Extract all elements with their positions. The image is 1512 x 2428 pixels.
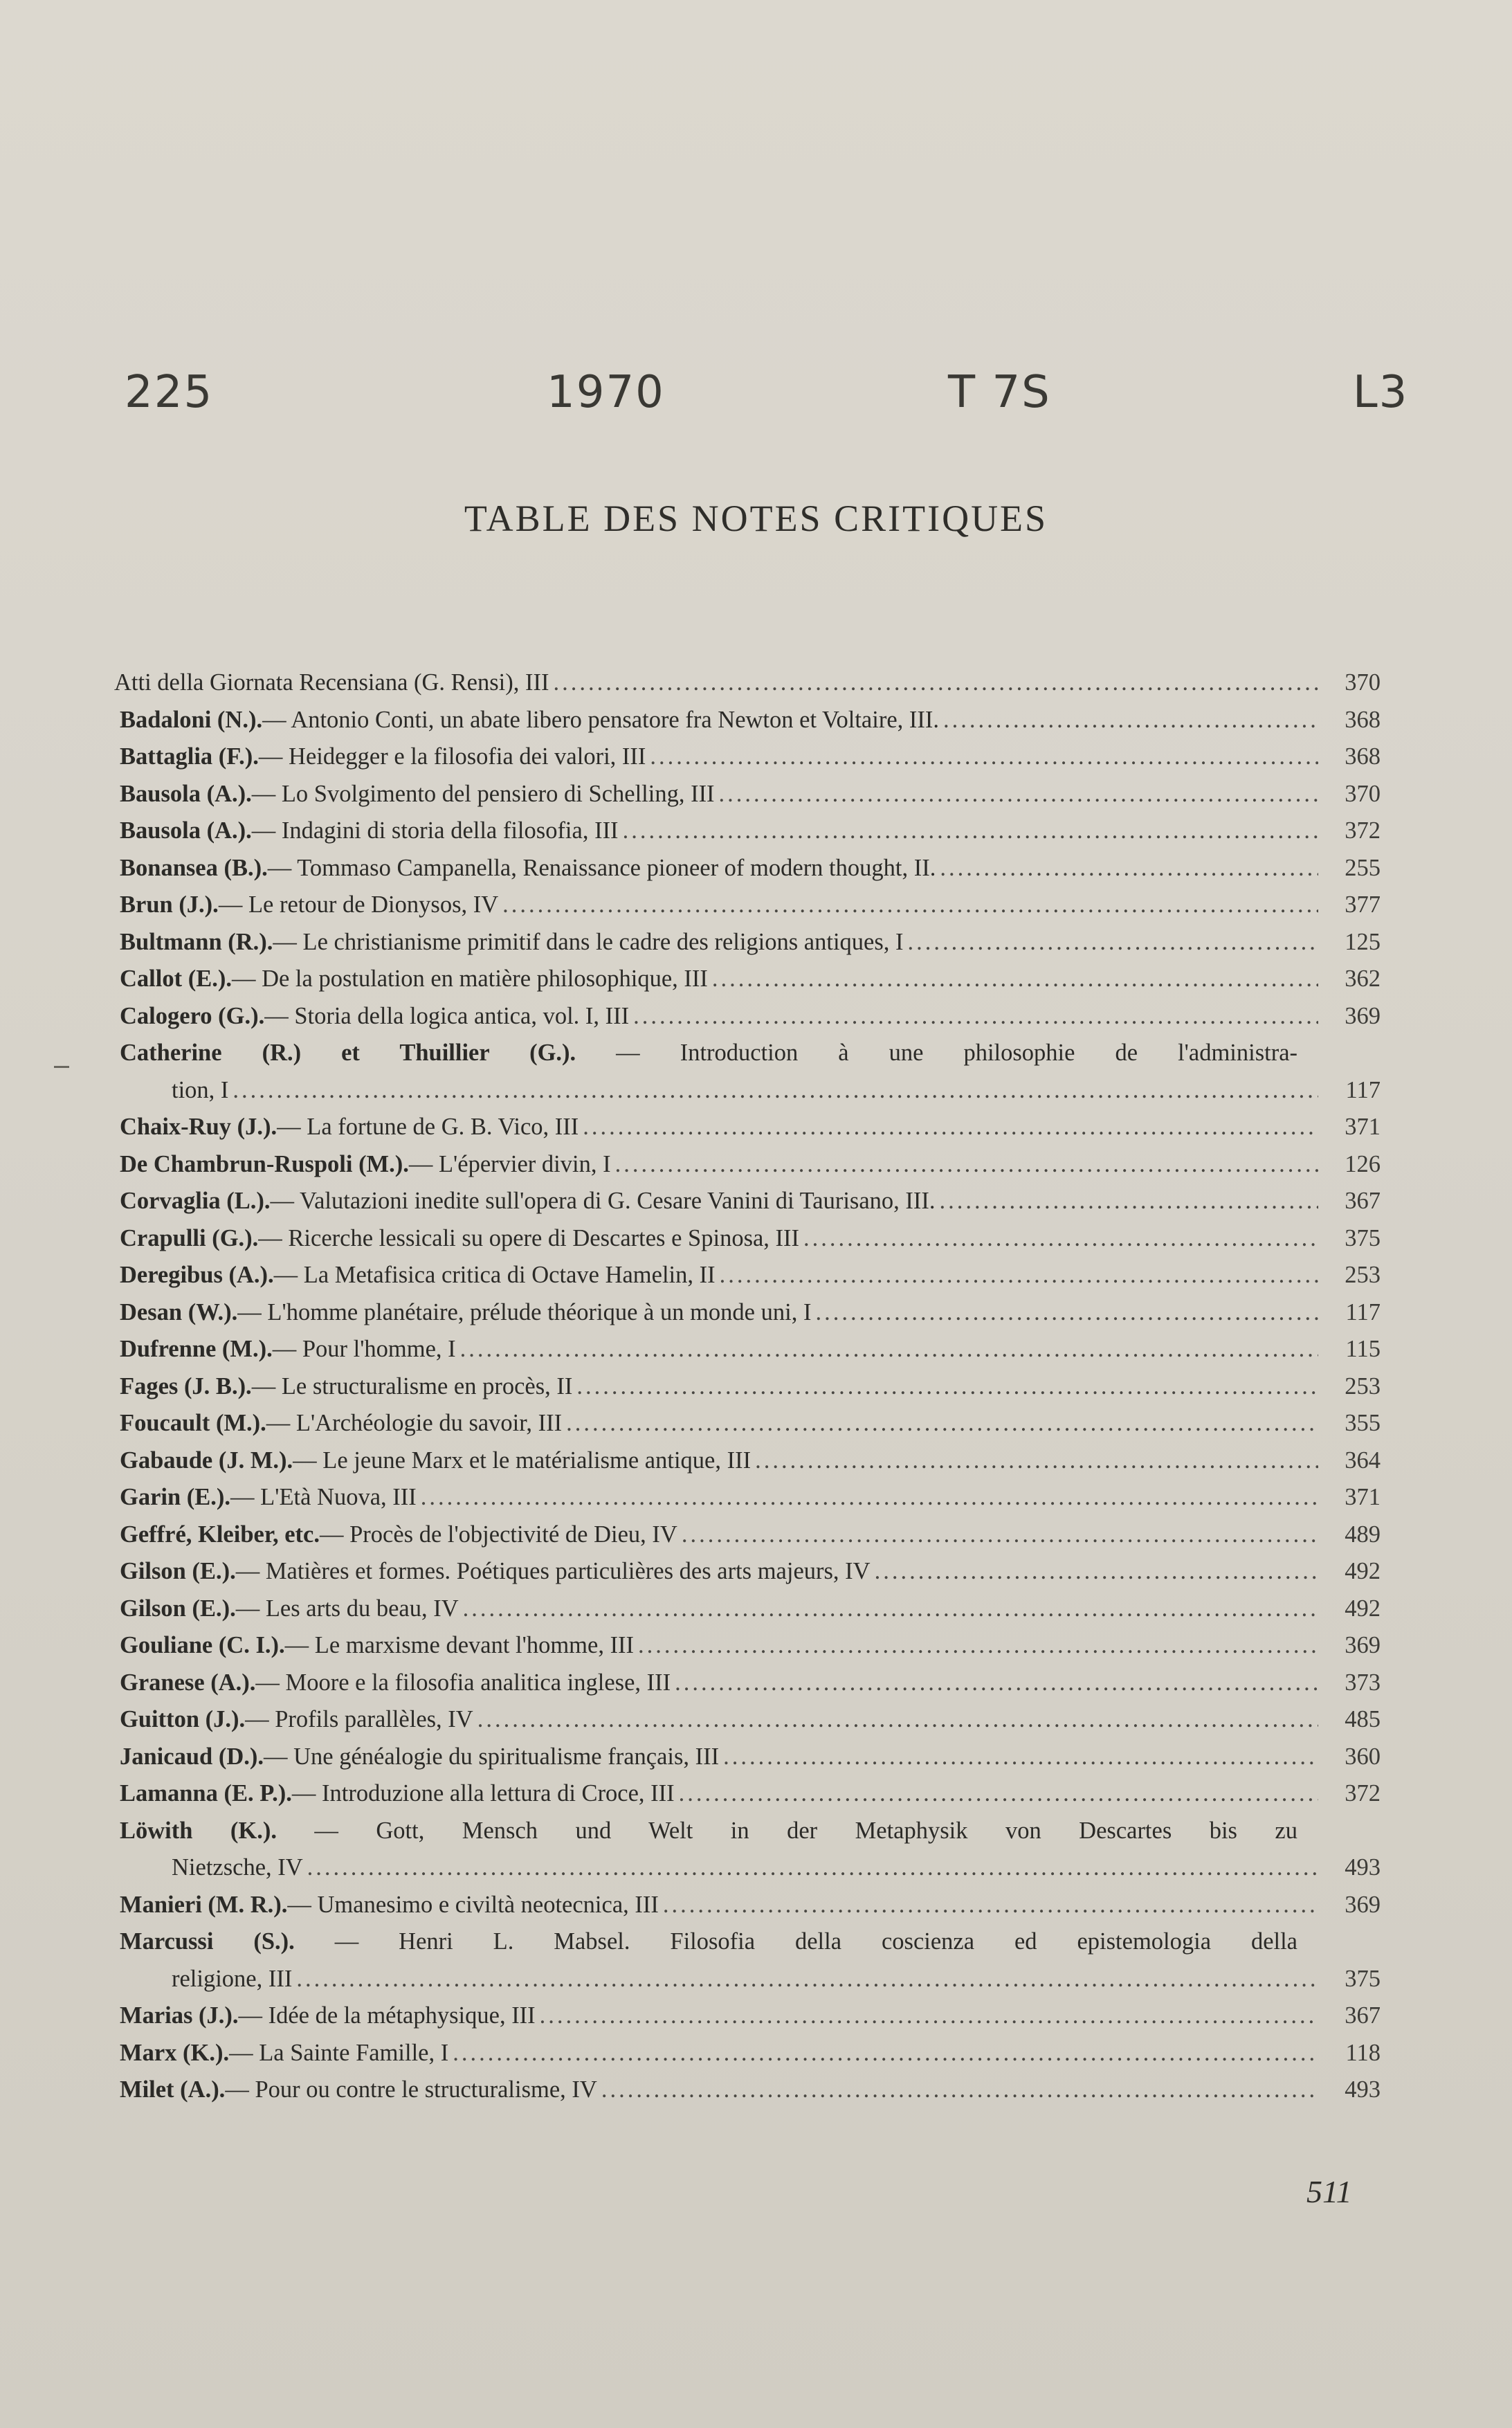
entry-title-continued: religione, III [172,1965,293,1992]
leader-dots [940,850,1318,887]
entry-page-number: 125 [1345,928,1381,955]
entry-author: Gouliane (C. I.). [120,1632,285,1658]
handwritten-note: 1970 [547,367,665,418]
margin-mark [54,1066,69,1068]
leader-dots [463,1591,1318,1628]
leader-dots [460,1331,1318,1368]
leader-dots [712,961,1318,998]
leader-dots [675,1665,1318,1702]
entry-title: — Antonio Conti, un abate libero pensatore fra Newton et Voltaire, III. [262,706,939,733]
leader-dots [803,1220,1318,1258]
entry-page-number: 117 [1345,1298,1381,1325]
list-item [114,2072,1381,2109]
list-item [114,1109,1381,1146]
entry-page-number: 373 [1345,1669,1381,1696]
entry-author: Battaglia (F.). [120,743,259,770]
list-item [114,1257,1381,1294]
entry-author: Brun (J.). [120,891,219,918]
entry-title: Atti della Giornata Recensiana (G. Rensi), III [114,669,549,696]
list-item [114,1591,1381,1628]
page-title: TABLE DES NOTES CRITIQUES [464,498,1048,539]
entry-page-number: 493 [1345,2076,1381,2103]
entry-title: — Le retour de Dionysos, IV [218,891,499,918]
entry-page-number: 360 [1345,1743,1381,1770]
entry-author: Corvaglia (L.). [120,1188,271,1214]
entry-page-number: 362 [1345,966,1381,992]
entry-author: Janicaud (D.). [120,1743,264,1770]
list-item [114,1035,1381,1109]
entry-page-number: 371 [1345,1114,1381,1140]
entry-title: — Moore e la filosofia analitica inglese, III [255,1669,671,1696]
list-item [114,1775,1381,1813]
entry-author: Catherine (R.) et Thuillier (G.). [120,1040,576,1066]
entry-author: Löwith (K.). [120,1817,277,1844]
entry-author: Crapulli (G.). [120,1224,259,1251]
leader-dots [601,2072,1318,2109]
list-item [114,1553,1381,1591]
list-item [114,1294,1381,1332]
leader-dots [815,1294,1318,1332]
entry-title: — Ricerche lessicali su opere di Descartes e Spinosa, III [258,1224,800,1251]
entry-page-number: 355 [1345,1410,1381,1436]
entry-title-continued: tion, I [172,1076,229,1103]
handwritten-note: T 7S [948,367,1051,418]
entry-page-number: 372 [1345,1780,1381,1806]
entry-author: Marias (J.). [120,2002,239,2029]
entry-first-line [120,1035,1381,1072]
entry-title: — Le structuralisme en procès, II [251,1372,573,1399]
entry-title: — Indagini di storia della filosofia, III [251,817,619,844]
entry-title: — Heidegger e la filosofia dei valori, III [258,743,646,770]
entry-page-number: 370 [1345,669,1381,696]
entry-first-line [120,1813,1381,1850]
leader-dots [679,1775,1318,1813]
list-item [114,887,1381,924]
leader-dots [719,776,1318,813]
list-item [114,664,1381,702]
entry-author: Marx (K.). [120,2039,230,2066]
leader-dots [755,1442,1318,1480]
entry-title: — Le marxisme devant l'homme, III [284,1632,635,1658]
leader-dots [540,1997,1318,2035]
entry-author: Chaix-Ruy (J.). [120,1114,277,1140]
entry-title: — L'épervier divin, I [408,1150,611,1177]
leader-dots [453,2035,1318,2072]
entry-page-number: 364 [1345,1447,1381,1474]
leader-dots [623,813,1318,850]
entry-page-number: 492 [1345,1595,1381,1622]
entry-title: — La Sainte Famille, I [229,2039,449,2066]
entry-title: — Valutazioni inedite sull'opera di G. Cesare Vanini di Taurisano, III. [270,1188,936,1214]
entry-page-number: 377 [1345,891,1381,918]
entry-title: — Matières et formes. Poétiques particulières des arts majeurs, IV [235,1558,871,1584]
entry-title: — Gott, Mensch und Welt in der Metaphysik von Descartes bis zu [276,1817,1297,1844]
handwritten-note: 225 [125,367,214,418]
entry-author: Bausola (A.). [120,780,252,807]
list-item [114,739,1381,776]
list-item [114,1331,1381,1368]
entry-title: — Idée de la métaphysique, III [238,2002,536,2029]
leader-dots [908,924,1318,961]
entry-author: Manieri (M. R.). [120,1891,288,1918]
entry-author: Bonansea (B.). [120,854,268,881]
leader-dots [477,1701,1318,1739]
list-item [114,1739,1381,1776]
entry-page-number: 255 [1345,854,1381,881]
entry-title: — Le christianisme primitif dans le cadre des religions antiques, I [273,928,904,955]
entry-title: — Storia della logica antica, vol. I, III [264,1002,630,1029]
entry-title: — Introduzione alla lettura di Croce, III [291,1780,675,1806]
entry-author: Gilson (E.). [120,1595,236,1622]
entry-page-number: 369 [1345,1891,1381,1918]
entry-title: — Pour ou contre le structuralisme, IV [225,2076,597,2103]
list-item [114,1997,1381,2035]
list-item [114,1479,1381,1516]
entry-title: — Une généalogie du spiritualisme français, III [263,1743,720,1770]
leader-dots [307,1849,1318,1887]
entry-page-number: 368 [1345,706,1381,733]
entry-author: Callot (E.). [120,966,232,992]
leader-dots [875,1553,1318,1591]
leader-dots [502,887,1318,924]
entry-author: Marcussi (S.). [120,1928,295,1955]
list-item [114,1405,1381,1442]
list-item [114,1923,1381,1997]
leader-dots [720,1257,1318,1294]
entry-page-number: 489 [1345,1521,1381,1548]
leader-dots [943,702,1318,739]
entry-author: Desan (W.). [120,1298,238,1325]
entry-page-number: 367 [1345,1188,1381,1214]
entry-title: — Les arts du beau, IV [235,1595,459,1622]
entry-title: — Le jeune Marx et le matérialisme antique, III [293,1447,752,1474]
entry-page-number: 367 [1345,2002,1381,2029]
entry-title: — L'Archéologie du savoir, III [266,1410,563,1436]
entry-title: — De la postulation en matière philosophique, III [231,966,708,992]
leader-dots [576,1368,1318,1406]
list-item [114,1665,1381,1702]
leader-dots [615,1146,1318,1184]
entry-page-number: 375 [1345,1224,1381,1251]
list-item [114,1146,1381,1184]
entry-page-number: 126 [1345,1150,1381,1177]
entry-page-number: 372 [1345,817,1381,844]
entry-page-number: 369 [1345,1002,1381,1029]
entry-author: Bultmann (R.). [120,928,273,955]
list-item [114,850,1381,887]
entry-title: — L'Età Nuova, III [230,1484,417,1510]
entry-author: Geffré, Kleiber, etc. [120,1521,320,1548]
entry-author: Lamanna (E. P.). [120,1780,292,1806]
entry-author: Guitton (J.). [120,1706,246,1732]
handwritten-note: L3 [1353,367,1409,418]
entry-page-number: 368 [1345,743,1381,770]
entry-author: Gilson (E.). [120,1558,236,1584]
entry-page-number: 492 [1345,1558,1381,1584]
entry-page-number: 115 [1345,1336,1381,1362]
leader-dots [650,739,1318,776]
list-item [114,924,1381,961]
list-item [114,1368,1381,1406]
page-number: 511 [1306,2174,1352,2209]
entry-title: — Tommaso Campanella, Renaissance pioneer of modern thought, II. [267,854,936,881]
entry-page-number: 117 [1345,1076,1381,1103]
entry-title: — L'homme planétaire, prélude théorique à un monde uni, I [237,1298,812,1325]
entry-author: Bausola (A.). [120,817,252,844]
entry-page-number: 493 [1345,1854,1381,1881]
list-item [114,1442,1381,1480]
entry-page-number: 253 [1345,1372,1381,1399]
leader-dots [421,1479,1318,1516]
notes-index-list [114,664,1381,2109]
entry-title-continued: Nietzsche, IV [172,1854,303,1881]
list-item [114,2035,1381,2072]
leader-dots [682,1516,1318,1554]
entry-page-number: 369 [1345,1632,1381,1658]
list-item [114,1813,1381,1887]
entry-title: — Profils parallèles, IV [245,1706,473,1732]
leader-dots [553,664,1318,702]
entry-author: De Chambrun-Ruspoli (M.). [120,1150,409,1177]
entry-author: Fages (J. B.). [120,1372,252,1399]
list-item [114,1516,1381,1554]
list-item [114,813,1381,850]
entry-page-number: 485 [1345,1706,1381,1732]
leader-dots [939,1183,1318,1220]
entry-page-number: 375 [1345,1965,1381,1992]
leader-dots [566,1405,1318,1442]
entry-author: Dufrenne (M.). [120,1336,273,1362]
entry-author: Deregibus (A.). [120,1262,274,1288]
entry-author: Garin (E.). [120,1484,231,1510]
entry-page-number: 118 [1345,2039,1381,2066]
leader-dots [633,998,1318,1035]
entry-page-number: 370 [1345,780,1381,807]
leader-dots [296,1961,1318,1998]
entry-title: — Procès de l'objectivité de Dieu, IV [319,1521,677,1548]
leader-dots [638,1627,1318,1665]
entry-author: Milet (A.). [120,2076,226,2103]
entry-title: — La Metafisica critica di Octave Hamelin, II [273,1262,716,1288]
entry-title: — Introduction à une philosophie de l'administra- [576,1040,1297,1066]
entry-author: Badaloni (N.). [120,706,263,733]
list-item [114,776,1381,813]
leader-dots [233,1072,1318,1109]
entry-title: — Lo Svolgimento del pensiero di Schelling, III [251,780,715,807]
entry-author: Granese (A.). [120,1669,256,1696]
leader-dots [583,1109,1318,1146]
list-item [114,702,1381,739]
entry-title: — Pour l'homme, I [272,1336,456,1362]
list-item [114,1183,1381,1220]
entry-first-line [120,1923,1381,1961]
entry-title: — La fortune de G. B. Vico, III [277,1114,579,1140]
entry-title: — Umanesimo e civiltà neotecnica, III [287,1891,659,1918]
list-item [114,1627,1381,1665]
entry-page-number: 253 [1345,1262,1381,1288]
list-item [114,998,1381,1035]
list-item [114,1220,1381,1258]
entry-author: Gabaude (J. M.). [120,1447,293,1474]
entry-title: — Henri L. Mabsel. Filosofia della coscienza ed epistemologia della [294,1928,1297,1955]
list-item [114,961,1381,998]
entry-author: Calogero (G.). [120,1002,265,1029]
leader-dots [663,1887,1318,1924]
list-item [114,1701,1381,1739]
list-item [114,1887,1381,1924]
leader-dots [723,1739,1318,1776]
entry-page-number: 371 [1345,1484,1381,1510]
entry-author: Foucault (M.). [120,1410,266,1436]
